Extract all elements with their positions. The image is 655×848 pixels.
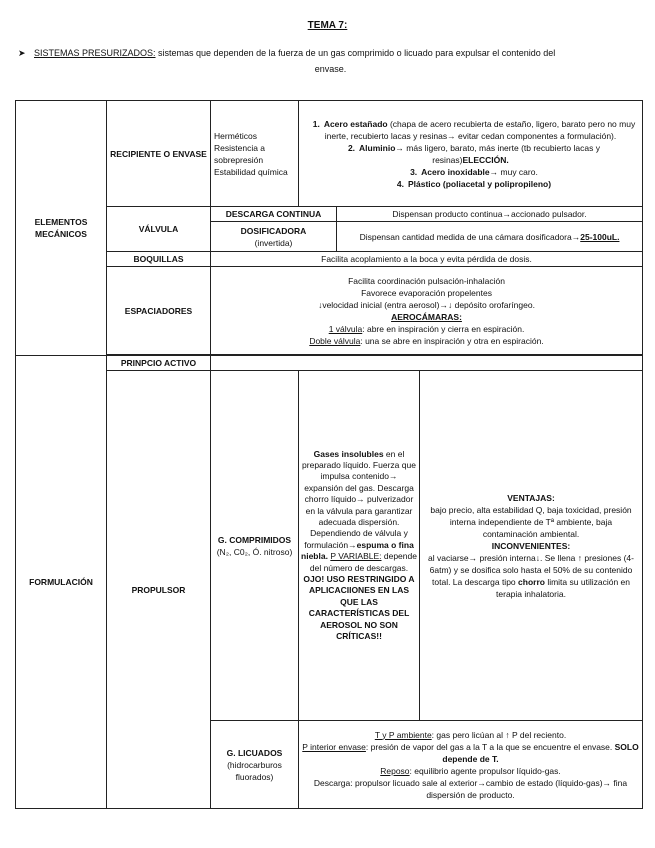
dosificadora-desc: Dispensan cantidad medida de una cámara dosificadora→ xyxy=(359,231,581,242)
intro-text-cont: envase. xyxy=(314,64,347,74)
dosificadora-sub: (invertida) xyxy=(254,237,293,248)
prop-resistencia: Resistencia a sobrepresión xyxy=(214,142,266,165)
page-title: TEMA 7: xyxy=(307,20,348,31)
valvula-dosificadora-desc xyxy=(337,222,643,252)
intro-text: sistemas que dependen de la fuerza de un gas comprimido o licuado para expulsar el contenido del xyxy=(155,48,556,58)
valve2-desc: : una se abre en inspiración y otra en espiración. xyxy=(360,335,544,346)
row-label-boquillas: BOQUILLAS xyxy=(107,252,211,267)
espaciadores-desc xyxy=(211,267,643,355)
material-acero-inox: Acero inoxidable xyxy=(421,166,490,177)
espaciadores-line: Facilita coordinación pulsación-inhalación xyxy=(348,275,505,286)
material-acero-estanado: Acero estañado xyxy=(323,118,388,129)
descarga-text: Descarga: propulsor licuado sale al exterior→cambio de estado (líquido-gas)→ fina dispersión de producto. xyxy=(313,777,628,800)
valve1-desc: : abre en inspiración y cierra en espiración. xyxy=(362,323,525,334)
arrow-bullet-icon: ➤ xyxy=(18,48,26,58)
comprimidos-label: G. COMPRIMIDOS xyxy=(217,534,292,545)
principio-empty xyxy=(211,356,643,371)
valve1-label: 1 válvula xyxy=(328,323,363,334)
row-label-propulsor: PROPULSOR xyxy=(107,371,211,809)
item-num: 2. xyxy=(347,142,356,153)
inconvenientes-text-end: limita su utilización en terapia inhalatoria. xyxy=(496,576,630,599)
material-desc: (chapa de acero recubierta de estaño, ligero, barato pero no muy inerte, recubierto lacas y resinas→ evitar cedan componentes a formulación). xyxy=(324,118,636,141)
ventajas-text: bajo precio, alta estabilidad Q, baja toxicidad, presión interna independiente de Tª ambiente, baja contaminación ambiental. xyxy=(430,504,632,539)
comprimidos-sub: (N₂, C0₂, Ó. nitroso) xyxy=(216,546,293,557)
licuados-sub: (hidrocarburos fluorados) xyxy=(227,759,282,782)
tp-ambiente-desc: : gas pero licúan al ↑ P del reciento. xyxy=(431,729,567,740)
aerocamaras-title: AEROCÁMARAS: xyxy=(391,311,462,322)
valvula-continua-desc: Dispensan producto continua→accionado pulsador. xyxy=(337,207,643,222)
material-desc: → más ligero, barato, más inerte (tb recubierto lacas y resinas) xyxy=(395,142,600,165)
espaciadores-line: Favorece evaporación propelentes xyxy=(361,287,492,298)
row-label-espaciadores: ESPACIADORES xyxy=(107,267,211,355)
row-label-principio: PRINPCIO ACTIVO xyxy=(107,356,211,371)
category-formulacion: FORMULACIÓN xyxy=(16,356,107,809)
comprimidos-ventajas xyxy=(420,371,643,721)
row-label-valvula: VÁLVULA xyxy=(107,207,211,252)
content-table xyxy=(15,100,643,809)
material-aluminio: Aluminio xyxy=(359,142,396,153)
licuados-desc xyxy=(299,721,643,809)
inconvenientes-title: INCONVENIENTES: xyxy=(491,540,571,551)
prop-estabilidad: Estabilidad química xyxy=(214,166,288,177)
reposo-label: Reposo xyxy=(380,765,410,776)
material-desc: → muy caro. xyxy=(489,166,538,177)
recipiente-materials xyxy=(299,101,643,207)
chorro-word: chorro xyxy=(518,576,545,587)
item-num: 4. xyxy=(396,178,404,189)
tp-ambiente-label: T y P ambiente xyxy=(374,729,432,740)
licuados-label: G. LICUADOS xyxy=(226,747,283,758)
espaciadores-line: ↓velocidad inicial (entra aerosol)→↓ depósito orofaríngeo. xyxy=(318,299,535,310)
p-interior-desc: : presión de vapor del gas a la T a la que se encuentre el envase. xyxy=(365,741,615,752)
licuados-label-cell xyxy=(211,721,299,809)
prop-hermeticos: Herméticos xyxy=(214,130,257,141)
recipiente-props xyxy=(211,101,299,207)
comprimidos-desc xyxy=(299,371,420,721)
valvula-continua: DESCARGA CONTINUA xyxy=(211,207,337,222)
pvar-label: P VARIABLE: xyxy=(330,551,382,562)
boquillas-desc: Facilita acoplamiento a la boca y evita pérdida de dosis. xyxy=(211,252,643,267)
dosificadora-label: DOSIFICADORA xyxy=(240,225,307,236)
reposo-desc: : equilibrio agente propulsor líquido-gas. xyxy=(409,765,561,776)
comprimidos-label-cell xyxy=(211,371,299,721)
espuma-text: espuma o fina niebla. xyxy=(301,539,414,562)
ventajas-title: VENTAJAS: xyxy=(507,492,555,503)
material-eleccion: ELECCIÓN. xyxy=(462,154,509,165)
pvar-desc: depende del número de descargas. xyxy=(309,551,417,573)
gases-insolubles: Gases insolubles xyxy=(313,448,384,459)
valve2-label: Doble válvula xyxy=(309,335,361,346)
intro-paragraph xyxy=(18,45,643,77)
inconvenientes-text: al vaciarse→ presión interna↓. Se llena ↑ presiones (4-6atm) y se dosifica solo hasta el 50% de su contenido total. La descarga tipo xyxy=(428,552,634,587)
dosificadora-amount: 25-100uL. xyxy=(580,231,620,242)
valvula-dosificadora xyxy=(211,222,337,252)
item-num: 1. xyxy=(312,118,320,129)
material-plastico: Plástico (poliacetal y polipropileno) xyxy=(407,178,552,189)
ojo-warning: OJO! USO RESTRINGIDO A APLICACIIONES EN LAS QUE LAS CARACTERÍSTICAS DEL AEROSOL NO SON CRÍTICAS!! xyxy=(303,574,415,642)
category-elementos: ELEMENTOS MECÁNICOS xyxy=(16,101,107,356)
solo-depende-t: SOLO depende de T. xyxy=(442,741,639,764)
item-num: 3. xyxy=(410,166,418,177)
intro-label: SISTEMAS PRESURIZADOS: xyxy=(34,48,156,58)
gases-desc: en el preparado líquido. Fuerza que impulsa contenido→ expansión del gas. Descarga chorro líquido→ pulverizador en la válvula para garantizar adecuada dispersión. Dependiendo de válvula y formulación→ xyxy=(302,448,416,550)
row-label-recipiente: RECIPIENTE O ENVASE xyxy=(107,101,211,207)
p-interior-label: P interior envase xyxy=(302,741,366,752)
